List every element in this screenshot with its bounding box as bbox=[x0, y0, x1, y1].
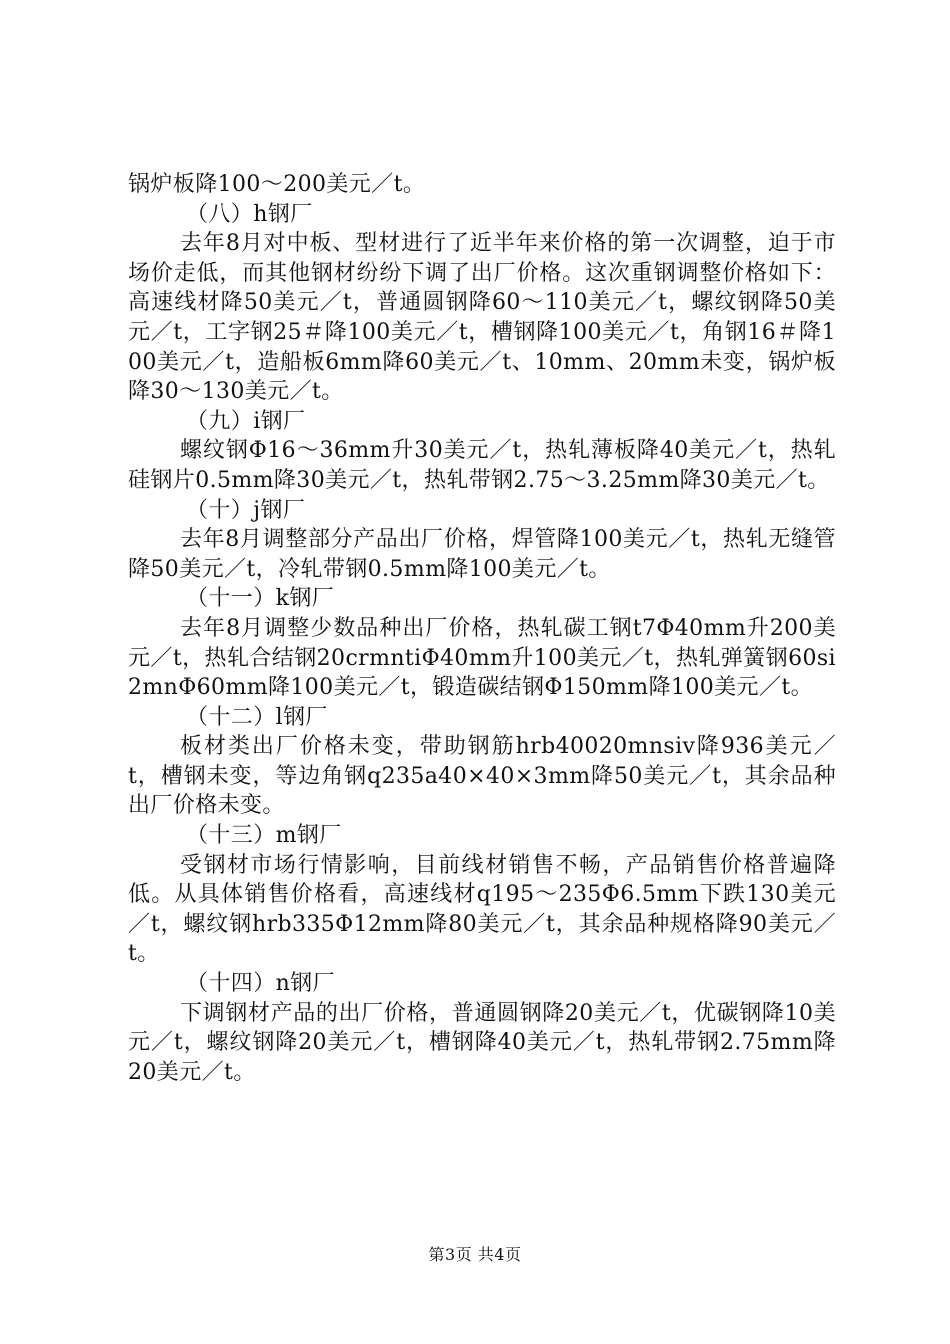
section-heading-k: （十一）k钢厂 bbox=[186, 586, 335, 612]
document-body bbox=[128, 170, 836, 1087]
page-number-footer: 第3页 共4页 bbox=[428, 1245, 522, 1264]
section-heading-l: （十二）l钢厂 bbox=[186, 704, 328, 730]
section-heading-j: （十）j钢厂 bbox=[186, 497, 306, 523]
paragraph-continuation: 锅炉板降100～200美元／t。 bbox=[128, 172, 426, 197]
paragraph-k: 去年8月调整少数品种出厂价格，热轧碳工钢t7Φ40mm升200美元／t，热轧合结钢20crmntiΦ40mm升100美元／t，热轧弹簧钢60si2mnΦ60mm降100美元／t，锻造碳结钢Φ150mm降100美元／t。 bbox=[128, 615, 836, 701]
paragraph-m: 受钢材市场行情影响，目前线材销售不畅，产品销售价格普遍降低。从具体销售价格看，高速线材q195～235Φ6.5mm下跌130美元／t，螺纹钢hrb335Φ12mm降80美元／t，其余品种规格降90美元／t。 bbox=[128, 852, 836, 967]
section-heading-m: （十三）m钢厂 bbox=[186, 823, 342, 849]
paragraph-l: 板材类出厂价格未变，带助钢筋hrb40020mnsiv降936美元／t，槽钢未变，等边角钢q235a40×40×3mm降50美元／t，其余品种出厂价格未变。 bbox=[128, 734, 836, 819]
paragraph-j: 去年8月调整部分产品出厂价格，焊管降100美元／t，热轧无缝管降50美元／t，冷轧带钢0.5mm降100美元／t。 bbox=[128, 527, 836, 582]
section-heading-i: （九）i钢厂 bbox=[186, 408, 306, 434]
paragraph-i: 螺纹钢Φ16～36mm升30美元／t，热轧薄板降40美元／t，热轧硅钢片0.5mm降30美元／t，热轧带钢2.75～3.25mm降30美元／t。 bbox=[128, 438, 836, 493]
section-heading-h: （八）h钢厂 bbox=[186, 201, 313, 227]
paragraph-n: 下调钢材产品的出厂价格，普通圆钢降20美元／t，优碳钢降10美元／t，螺纹钢降20美元／t，槽钢降40美元／t，热轧带钢2.75mm降20美元／t。 bbox=[128, 1000, 836, 1085]
paragraph-h: 去年8月对中板、型材进行了近半年来价格的第一次调整，迫于市场价走低，而其他钢材纷纷下调了出厂价格。这次重钢调整价格如下：高速线材降50美元／t，普通圆钢降60～110美元／t，螺纹钢降50美元／t，工字钢25＃降100美元／t，槽钢降100美元／t，角钢16＃降100美元／t，造船板6mm降60美元／t、10mm、20mm未变，锅炉板降30～130美元／t。 bbox=[128, 231, 836, 405]
section-heading-n: （十四）n钢厂 bbox=[186, 971, 335, 997]
